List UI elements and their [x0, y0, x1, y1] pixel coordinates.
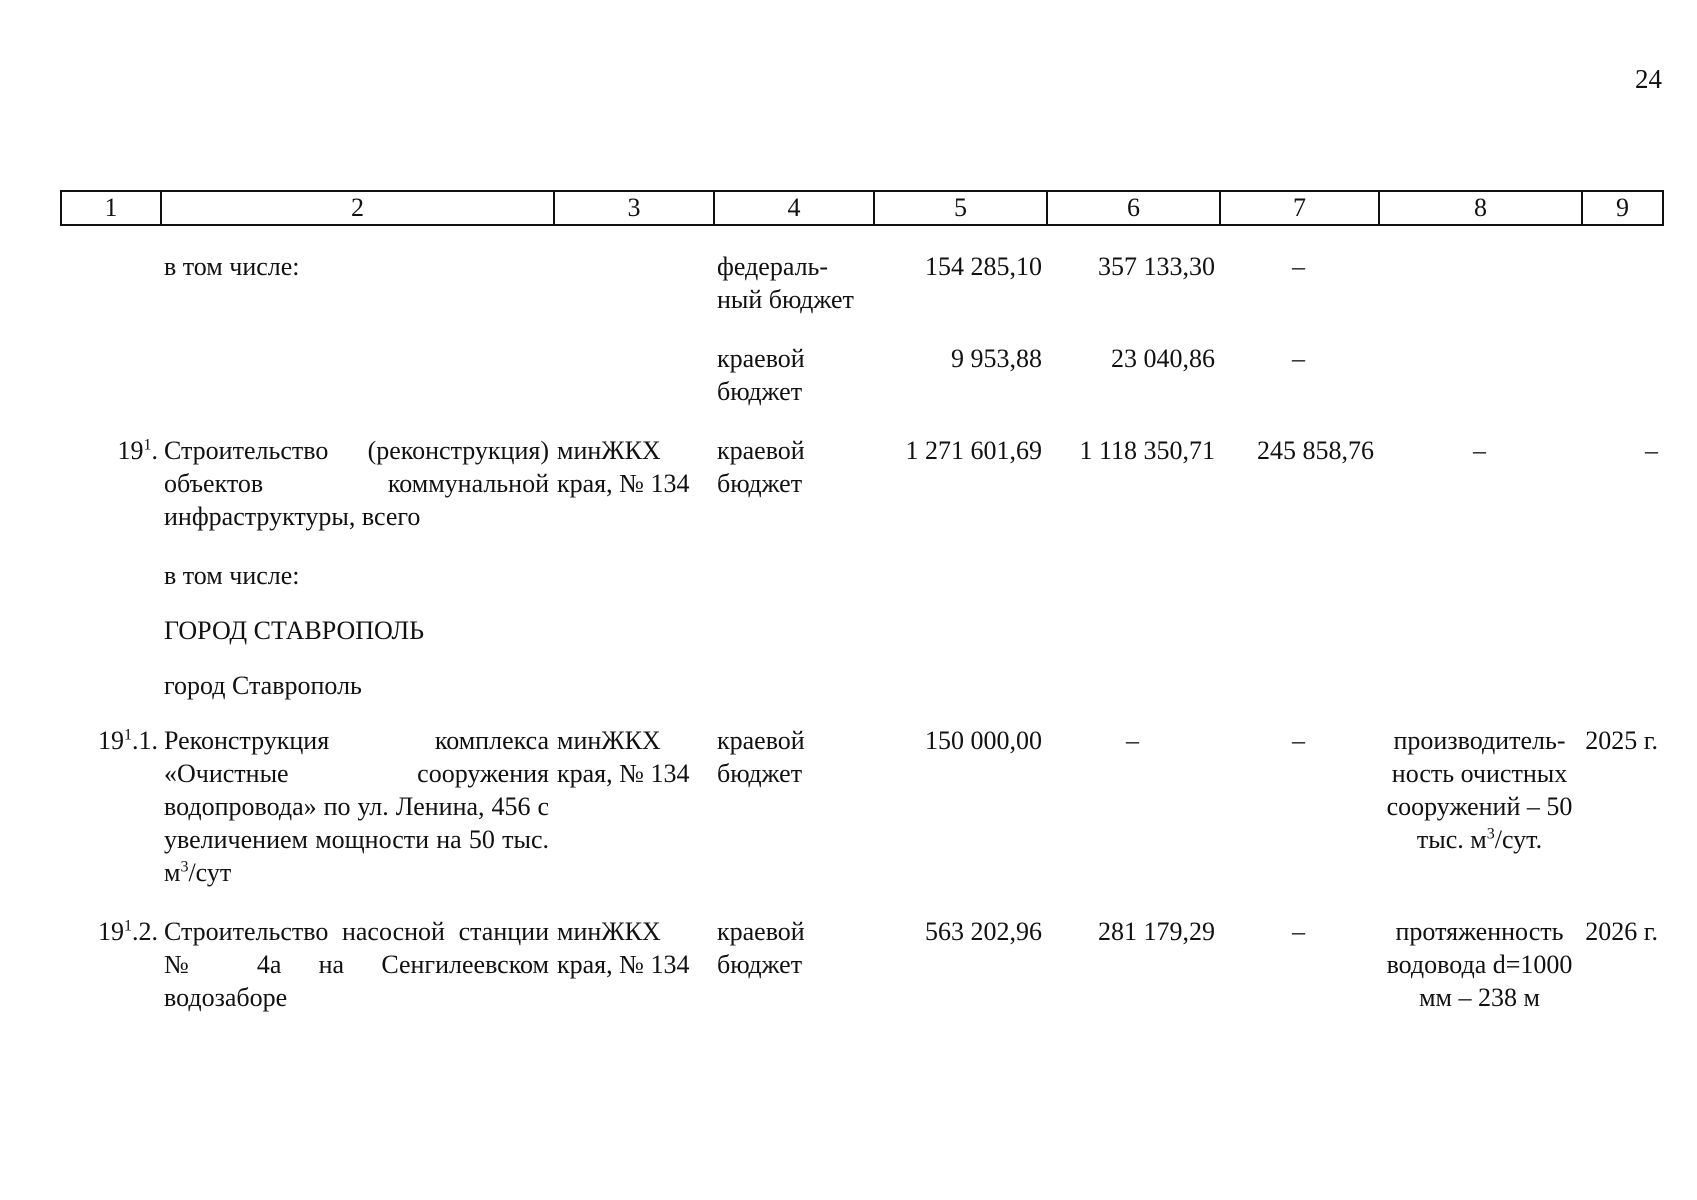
- header-col-8: 8: [1379, 191, 1582, 225]
- region-heading: ГОРОД СТАВРОПОЛЬ: [164, 616, 425, 645]
- funding-source: федераль-ный бюджет: [717, 252, 854, 314]
- value-col-6: 281 179,29: [1098, 917, 1215, 946]
- header-col-9: 9: [1582, 191, 1663, 225]
- header-col-6: 6: [1047, 191, 1220, 225]
- value-col-5: 1 271 601,69: [905, 436, 1042, 465]
- value-col-6: 357 133,30: [1098, 252, 1215, 281]
- agency: минЖКХ края, № 134: [557, 436, 690, 498]
- value-col-8: производитель-ность очистных сооружений – 50 тыс. $м^3$/сут.: [1386, 726, 1573, 854]
- value-col-7: –: [1292, 917, 1305, 946]
- value-col-7: 245 858,76: [1257, 436, 1374, 465]
- value-col-6: –: [1126, 726, 1139, 755]
- value-col-7: –: [1292, 252, 1305, 281]
- value-col-8: протяженность водовода d=1000 мм – 238 м: [1386, 917, 1573, 1012]
- funding-source: краевой бюджет: [717, 344, 805, 406]
- item-name: Реконструкция комплекса «Очистные сооружения водопровода» по ул. Ленина, 456 с увеличением мощности на 50 тыс. $м^3$/сут: [164, 726, 549, 887]
- agency: минЖКХ края, № 134: [557, 917, 690, 979]
- item-name: Строительство насосной станции № 4а на Сенгилеевском водозаборе: [164, 917, 549, 1012]
- value-col-9: 2026 г.: [1585, 917, 1658, 946]
- value-col-7: –: [1292, 726, 1305, 755]
- row-label: в том числе:: [164, 252, 300, 281]
- table-row: [60, 559, 1662, 592]
- column-number-header: [60, 190, 1664, 226]
- row-number: $19^1.1$.: [98, 726, 158, 755]
- table-row: [60, 250, 1662, 316]
- header-col-1: 1: [61, 191, 161, 225]
- value-col-6: 23 040,86: [1111, 344, 1215, 373]
- value-col-5: 9 953,88: [951, 344, 1042, 373]
- value-col-9: –: [1645, 436, 1658, 465]
- header-col-3: 3: [554, 191, 714, 225]
- header-col-2: 2: [161, 191, 554, 225]
- value-col-5: 154 285,10: [925, 252, 1042, 281]
- value-col-9: 2025 г.: [1585, 726, 1658, 755]
- table-row: [60, 669, 1662, 702]
- table-row: [60, 434, 1662, 533]
- value-col-6: 1 118 350,71: [1079, 436, 1215, 465]
- header-col-5: 5: [874, 191, 1047, 225]
- value-col-8: –: [1473, 436, 1486, 465]
- funding-source: краевой бюджет: [717, 917, 805, 979]
- row-number: $19^1$.: [117, 436, 158, 465]
- city-heading: город Ставрополь: [164, 671, 362, 700]
- table-row: [60, 614, 1662, 647]
- item-name: Строительство (реконструкция) объектов коммунальной инфраструктуры, всего: [164, 436, 549, 531]
- funding-source: краевой бюджет: [717, 436, 805, 498]
- row-label: в том числе:: [164, 561, 300, 590]
- table-row: [60, 724, 1662, 889]
- funding-source: краевой бюджет: [717, 726, 805, 788]
- page-number: 24: [1635, 64, 1662, 94]
- header-col-7: 7: [1220, 191, 1379, 225]
- agency: минЖКХ края, № 134: [557, 726, 690, 788]
- value-col-5: 563 202,96: [925, 917, 1042, 946]
- table-row: [60, 915, 1662, 1014]
- table-row: [60, 342, 1662, 408]
- budget-table-body: [60, 250, 1662, 1014]
- value-col-7: –: [1292, 344, 1305, 373]
- row-number: $19^1.2$.: [98, 917, 158, 946]
- value-col-5: 150 000,00: [925, 726, 1042, 755]
- header-col-4: 4: [714, 191, 874, 225]
